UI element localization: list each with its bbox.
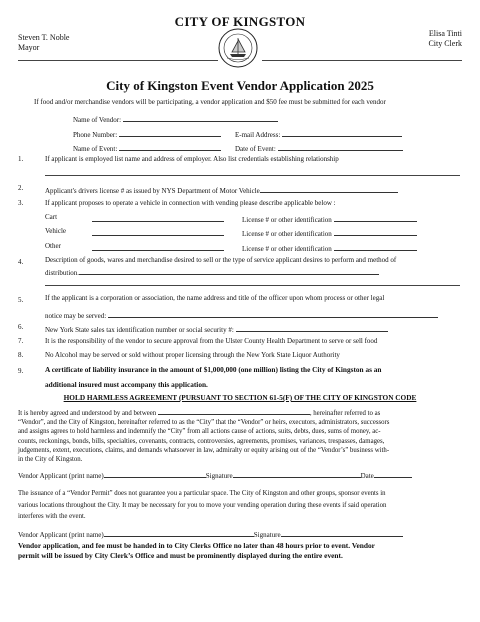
item-4-answer-line[interactable] (45, 285, 460, 286)
signature-row-1[interactable] (18, 469, 412, 480)
vehicle-license-label: License # or other identification (242, 230, 332, 238)
hold-harmless-line-2: “Vendor”, and the City of Kingston, hereinafter referred to as the “City” that the “Vendor” or heirs, executors, administrators, successors (18, 419, 390, 427)
item-4-number: 4. (18, 258, 24, 266)
phone-field[interactable] (73, 128, 221, 139)
item-3-number: 3. (18, 199, 24, 207)
hold-harmless-heading: HOLD HARMLESS AGREEMENT (PURSUANT TO SECTION 61-5(F) OF THE CITY OF KINGSTON CODE (63, 393, 417, 402)
phone-label: Phone Number: (73, 131, 118, 139)
city-heading: CITY OF KINGSTON (174, 14, 306, 29)
hold-harmless-l1a: It is hereby agreed and understood by and between (18, 410, 157, 417)
item-5-field[interactable] (45, 309, 438, 320)
hold-harmless-line-1[interactable] (18, 406, 389, 418)
city-seal-icon (218, 28, 258, 68)
clerk-name: Elisa Tinti (428, 29, 462, 38)
item-2-text: Applicant's drivers license # as issued by NYS Department of Motor Vehicle (45, 187, 260, 195)
footer-line-2: permit will be issued by City Clerk’s Office and must be prominently displayed during the entire event. (18, 551, 343, 560)
other-license-label: License # or other identification (242, 245, 332, 253)
item-1-text: If applicant is employed list name and address of employer. Also list credentials establishing relationship (45, 155, 339, 163)
vehicle-license-field[interactable] (242, 227, 417, 238)
hold-harmless-line-4: counts, reckonings, bonds, bills, specialties, covenants, contracts, controversies, agreements, promises, variances, trespasses, damages, (18, 437, 385, 445)
item-8-number: 8. (18, 351, 24, 359)
item-9-text2: additional insured must accompany this application. (45, 380, 208, 389)
permit-line-1: The issuance of a “Vendor Permit” does not guarantee you a particular space. The City of Kingston and other groups, sponsor events in (18, 490, 386, 497)
item-4-text2: distribution. (45, 269, 80, 277)
item-4-text: Description of goods, wares and merchandise desired to sell or the type of service applicant desires to perform and method of (45, 256, 397, 264)
applicant-label-1: Vendor Applicant (print name) (18, 472, 104, 480)
hold-harmless-body (18, 406, 389, 464)
hold-harmless-line-3: and assigns agrees to hold harmless and indemnify the “City” from all actions cause of actions, suits, debts, dues, sums of money, ac- (18, 428, 381, 436)
other-license-field[interactable] (242, 242, 417, 253)
footer-notice (18, 541, 375, 561)
item-5-text2: notice may be served: (45, 312, 107, 320)
item-6-field[interactable] (45, 323, 388, 334)
item-5-text: If the applicant is a corporation or association, the name address and title of the officer upon whom process or other legal (45, 294, 385, 302)
date-label-1: Date (360, 472, 374, 480)
item-7-text: It is the responsibility of the vendor to secure approval from the Ulster County Health Department to serve or sell food (45, 337, 378, 345)
event-name-field[interactable] (73, 142, 221, 153)
item-9-text: A certificate of liability insurance in the amount of $1,000,000 (one million) listing the City of Kingston as an (45, 365, 382, 374)
item-2-field[interactable] (45, 184, 398, 195)
footer-line-1: Vendor application, and fee must be handed in to City Clerks Office no later than 48 hours prior to event. Vendor (18, 541, 375, 550)
vehicle-line[interactable] (92, 227, 224, 236)
signature-label-1: Signature (205, 472, 233, 480)
item-6-text: New York State sales tax identification number or social security #: (45, 326, 234, 334)
hold-harmless-line-6: in the City of Kingston. (18, 456, 83, 464)
signature-row-2[interactable] (18, 528, 403, 539)
mayor-title: Mayor (18, 43, 40, 52)
permit-line-2: various locations throughout the City. It may be necessary for you to move your vending operation during these events if said operation (18, 501, 387, 509)
vehicle-label: Vehicle (45, 227, 66, 235)
item-2-number: 2. (18, 184, 24, 192)
item-7-number: 7. (18, 337, 24, 345)
cart-license-label: License # or other identification (242, 216, 332, 224)
permit-line-3: interferes with the event. (18, 513, 86, 520)
event-name-label: Name of Event: (73, 145, 118, 153)
intro-text: If food and/or merchandise vendors will be participating, a vendor application and $50 fee must be submitted for each vendor (34, 98, 386, 106)
other-field[interactable] (45, 242, 61, 250)
event-date-label: Date of Event: (235, 145, 276, 153)
event-date-field[interactable] (235, 142, 403, 153)
cart-label: Cart (45, 213, 58, 221)
vendor-name-label: Name of Vendor: (73, 116, 122, 124)
cart-license-field[interactable] (242, 213, 417, 224)
item-4-field[interactable] (45, 266, 379, 277)
email-label: E-mail Address: (235, 131, 281, 139)
cart-field[interactable] (45, 213, 57, 221)
item-1-number: 1. (18, 155, 24, 163)
item-1-answer-line[interactable] (45, 175, 460, 176)
item-9-number: 9. (18, 367, 24, 375)
mayor-name: Steven T. Noble (18, 33, 70, 42)
item-5-number: 5. (18, 296, 24, 304)
permit-notice (18, 488, 386, 523)
item-3-text: If applicant proposes to operate a vehicle in connection with vending please describe applicable below : (45, 199, 336, 207)
hold-harmless-line-5: judgements, extent, executions, claims, and demands whatsoever in law, admiralty or equity arising out of the “Vendor’s” business with- (18, 446, 390, 454)
cart-line[interactable] (92, 213, 224, 222)
other-label: Other (45, 242, 61, 250)
vendor-name-field[interactable] (73, 113, 278, 124)
hold-harmless-l1b: , hereinafter referred to as (309, 410, 381, 417)
signature-label-2: Signature (253, 531, 281, 539)
item-6-number: 6. (18, 323, 24, 331)
other-line[interactable] (92, 242, 224, 251)
form-title: City of Kingston Event Vendor Application 2025 (106, 78, 374, 93)
email-field[interactable] (235, 128, 402, 139)
applicant-label-2: Vendor Applicant (print name) (18, 531, 104, 539)
vehicle-field[interactable] (45, 227, 66, 235)
item-8-text: No Alcohol may be served or sold without proper licensing through the New York State Liquor Authority (45, 351, 340, 359)
clerk-title: City Clerk (428, 39, 462, 48)
